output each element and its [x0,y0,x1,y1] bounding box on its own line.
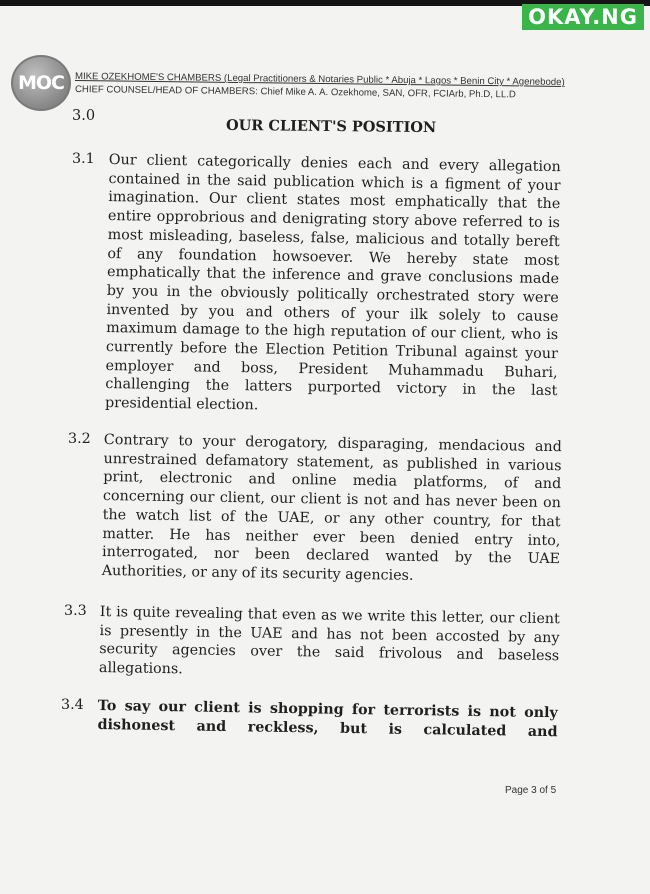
paragraph-text: To say our client is shopping for terrorists is not only dishonest and reckless, but is calculated and [97,697,558,740]
letterhead-counsel-line: CHIEF COUNSEL/HEAD OF CHAMBERS: Chief Mike A. A. Ozekhome, SAN, OFR, FCIArb, Ph.D, LL.D [74,84,516,101]
page-number: Page 3 of 5 [505,785,557,796]
section-number: 3.0 [72,108,96,124]
paragraph-text: Our client categorically denies each and every allegation contained in the said publication which is a figment of your imagination. Our client states most emphatically that the entire opprobrious and denigrating story above referred to is most misleading, baseless, false, malicious and totally bereft of any foundation howsoever. We hereby state most emphatically that the inference and grave conclusions made by you in the obviously politically orchestrated story were invented by you and others of your ilk solely to cause maximum damage to the high reputation of our client, who is currently before the Election Petition Tribunal against your employer and boss, President Muhammadu Buhari, challenging the latters purported victory in the last presidential election. [104,151,561,414]
site-watermark: OKAY.NG [522,4,644,30]
paragraph-number: 3.3 [64,603,87,619]
paragraph-number: 3.1 [72,151,95,167]
paragraph-number: 3.2 [68,431,91,447]
logo-lettering: MOC [17,72,64,94]
paragraph-number: 3.4 [61,697,84,713]
section-title: OUR CLIENT'S POSITION [225,116,437,137]
paragraph-text: Contrary to your derogatory, disparaging, mendacious and unrestrained defamatory statement, as published in various print, electronic and online media platforms, of and concerning our client, our client is not and has never been on the watch list of the UAE, or any other country, for that matter. He has neither ever been denied entry into, interrogated, nor been declared wanted by the UAE Authorities, or any of its security agencies. [101,431,562,584]
paragraph-text: It is quite revealing that even as we write this letter, our client is presently in the UAE and has not been accosted by any security agencies over the said frivolous and baseless allegations. [98,603,560,678]
letterhead-firm-line: MIKE OZEKHOME'S CHAMBERS (Legal Practitioners & Notaries Public * Abuja * Lagos * Benin City * Agenebode) [74,71,565,88]
chambers-logo [11,55,71,111]
